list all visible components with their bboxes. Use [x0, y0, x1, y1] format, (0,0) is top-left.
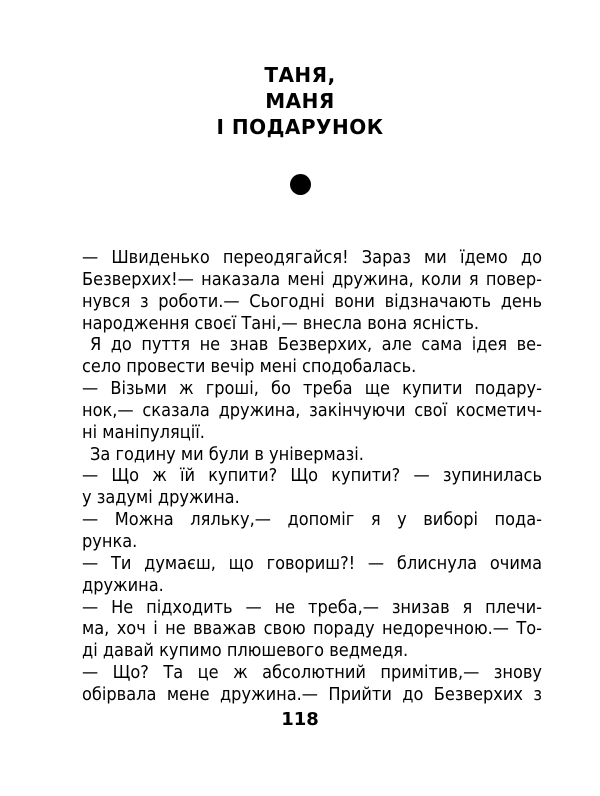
- text-line: народження своєї Тані,— внесла вона ясність.: [82, 312, 480, 334]
- text-line: у задумі дружина.: [82, 487, 240, 509]
- text-line: Я до пуття не знав Безверхих, але сама ідея ве-: [90, 334, 542, 356]
- text-line: нувся з роботи.— Сьогодні вони відзначають день: [82, 290, 542, 312]
- text-line: Безверхих!— наказала мені дружина, коли я повер-: [82, 268, 542, 290]
- story-title-line-2: МАНЯ: [265, 89, 335, 113]
- text-line: дружина.: [82, 574, 164, 596]
- text-line: За годину ми були в універмазі.: [90, 443, 364, 465]
- text-line: ні маніпуляції.: [82, 421, 205, 443]
- text-line: — Що? Та це ж абсолютний примітив,— знову: [82, 662, 542, 684]
- text-line: — Швиденько переодягайся! Зараз ми їдемо до: [82, 247, 542, 268]
- text-line: ді давай купимо плюшевого ведмедя.: [82, 640, 409, 662]
- story-title-line-1: ТАНЯ,: [264, 63, 336, 87]
- story-title-line-3: І ПОДАРУНОК: [216, 115, 384, 139]
- page-number: 118: [281, 709, 319, 730]
- bullet-dot-icon: [290, 174, 311, 195]
- text-line: нок,— сказала дружина, закінчуючи свої косметич-: [82, 399, 542, 421]
- text-line: обірвала мене дружина.— Прийти до Безверхих з: [82, 683, 542, 705]
- text-line: село провести вечір мені сподобалась.: [82, 356, 417, 378]
- text-line: — Візьми ж гроші, бо треба ще купити подару-: [82, 378, 542, 400]
- text-line: — Ти думаєш, що говориш?! — блиснула очима: [82, 552, 542, 574]
- text-line: — Що ж їй купити? Що купити? — зупинилась: [82, 465, 542, 487]
- story-body: [82, 247, 542, 706]
- text-line: — Можна ляльку,— допоміг я у виборі пода-: [82, 509, 542, 531]
- text-line: — Не підходить — не треба,— знизав я плечи-: [82, 596, 542, 618]
- text-line: рунка.: [82, 530, 138, 552]
- text-line: ма, хоч і не вважав свою пораду недоречною.— То-: [82, 618, 542, 640]
